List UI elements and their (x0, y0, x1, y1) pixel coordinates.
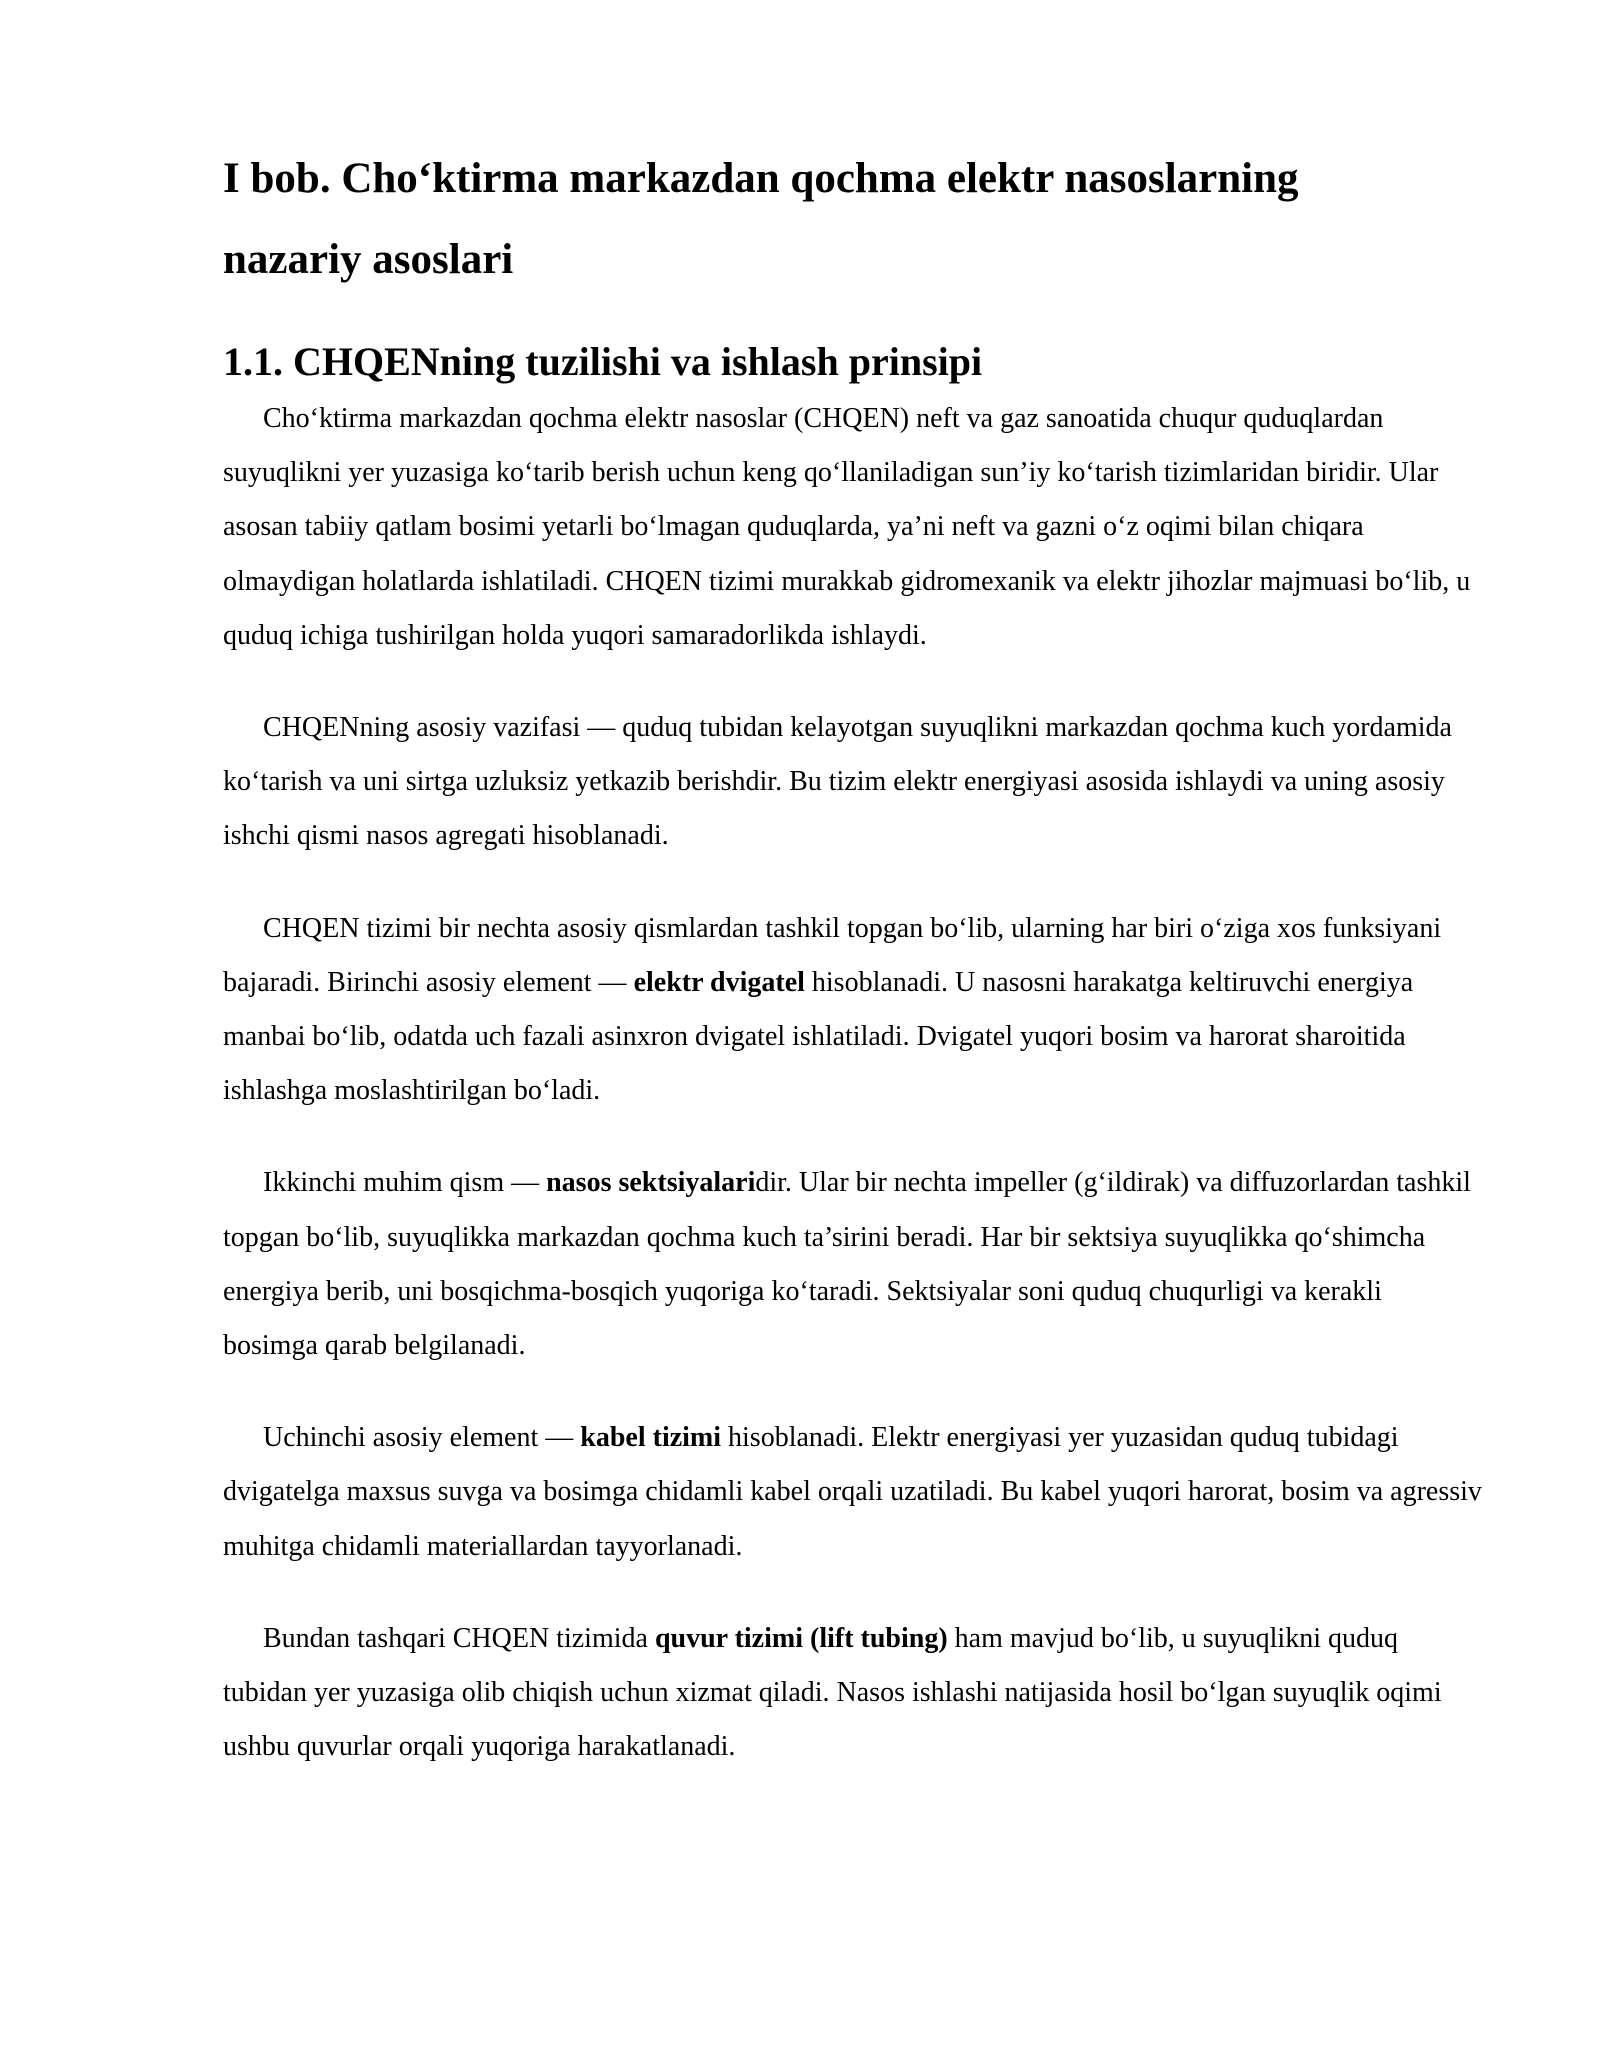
paragraph-text: Uchinchi asosiy element — (263, 1422, 581, 1454)
paragraph-text: dir. Ular bir nechta impeller (g‘ildirak) va diffuzorlardan tashkil topgan bo‘lib, suyuqlikka markazdan qochma kuch ta’sirini beradi. Har bir sektsiya suyuqlikka qo‘shimcha energiya berib, uni bosqichma-bosqich yuqoriga ko‘taradi. Sektsiyalar soni quduq chuqurligi va kerakli bosimga qarab belgilanadi. (223, 1167, 1471, 1362)
term-electric-motor: elektr dvigatel (633, 966, 805, 998)
document-page (223, 138, 1483, 1774)
paragraph-text: Bundan tashqari CHQEN tizimida (263, 1622, 655, 1654)
paragraph-intro: Cho‘ktirma markazdan qochma elektr nasoslar (CHQEN) neft va gaz sanoatida chuqur quduqlardan suyuqlikni yer yuzasiga ko‘tarib berish uchun keng qo‘llaniladigan sun’iy ko‘tarish tizimlaridan biridir. Ular asosan tabiiy qatlam bosimi yetarli bo‘lmagan quduqlarda, ya’ni neft va gazni o‘z oqimi bilan chiqara olmaydigan holatlarda ishlatiladi. CHQEN tizimi murakkab gidromexanik va elektr jihozlar majmuasi bo‘lib, u quduq ichiga tushirilgan holda yuqori samaradorlikda ishlaydi. (223, 403, 1471, 651)
paragraph-cable-system (223, 1411, 1483, 1574)
paragraph-text: ham mavjud bo‘lib, u suyuqlikni quduq tubidan yer yuzasiga olib chiqish uchun xizmat qiladi. Nasos ishlashi natijasida hosil bo‘lgan suyuqlik oqimi ushbu quvurlar orqali yuqoriga harakatlanadi. (223, 1622, 1442, 1763)
chapter-title-line-2: nazariy asoslari (223, 236, 514, 283)
chapter-title-line-1: I bob. Cho‘ktirma markazdan qochma elektr nasoslarning (223, 155, 1299, 202)
section-title: 1.1. CHQENning tuzilishi va ishlash prinsipi (223, 339, 983, 384)
term-tubing-system: quvur tizimi (lift tubing) (654, 1622, 948, 1654)
paragraph-text: hisoblanadi. U nasosni harakatga keltiruvchi energiya manbai bo‘lib, odatda uch fazali asinxron dvigatel ishlatiladi. Dvigatel yuqori bosim va harorat sharoitida ishlashga moslashtirilgan bo‘ladi. (223, 966, 1414, 1107)
paragraph-text: Ikkinchi muhim qism — (263, 1167, 547, 1199)
term-cable-system: kabel tizimi (580, 1422, 722, 1454)
term-pump-sections: nasos sektsiyalari (546, 1167, 756, 1199)
paragraph-text: hisoblanadi. Elektr energiyasi yer yuzasidan quduq tubidagi dvigatelga maxsus suvga va bosimga chidamli kabel orqali uzatiladi. Bu kabel yuqori harorat, bosim va agressiv muhitga chidamli materiallardan tayyorlanadi. (223, 1422, 1482, 1562)
paragraph-pump-sections (223, 1156, 1483, 1373)
paragraph-tubing-system (223, 1612, 1483, 1775)
paragraph-text: CHQEN tizimi bir nechta asosiy qismlardan tashkil topgan bo‘lib, ularning har biri o‘ziga xos funksiyani bajaradi. Birinchi asosiy element — (223, 912, 1442, 998)
paragraph-main-function: CHQENning asosiy vazifasi — quduq tubidan kelayotgan suyuqlikni markazdan qochma kuch yordamida ko‘tarish va uni sirtga uzluksiz yetkazib berishdir. Bu tizim elektr energiyasi asosida ishlaydi va uning asosiy ishchi qismi nasos agregati hisoblanadi. (223, 712, 1452, 852)
paragraph-electric-motor (223, 902, 1483, 1119)
chapter-title (223, 138, 1483, 300)
